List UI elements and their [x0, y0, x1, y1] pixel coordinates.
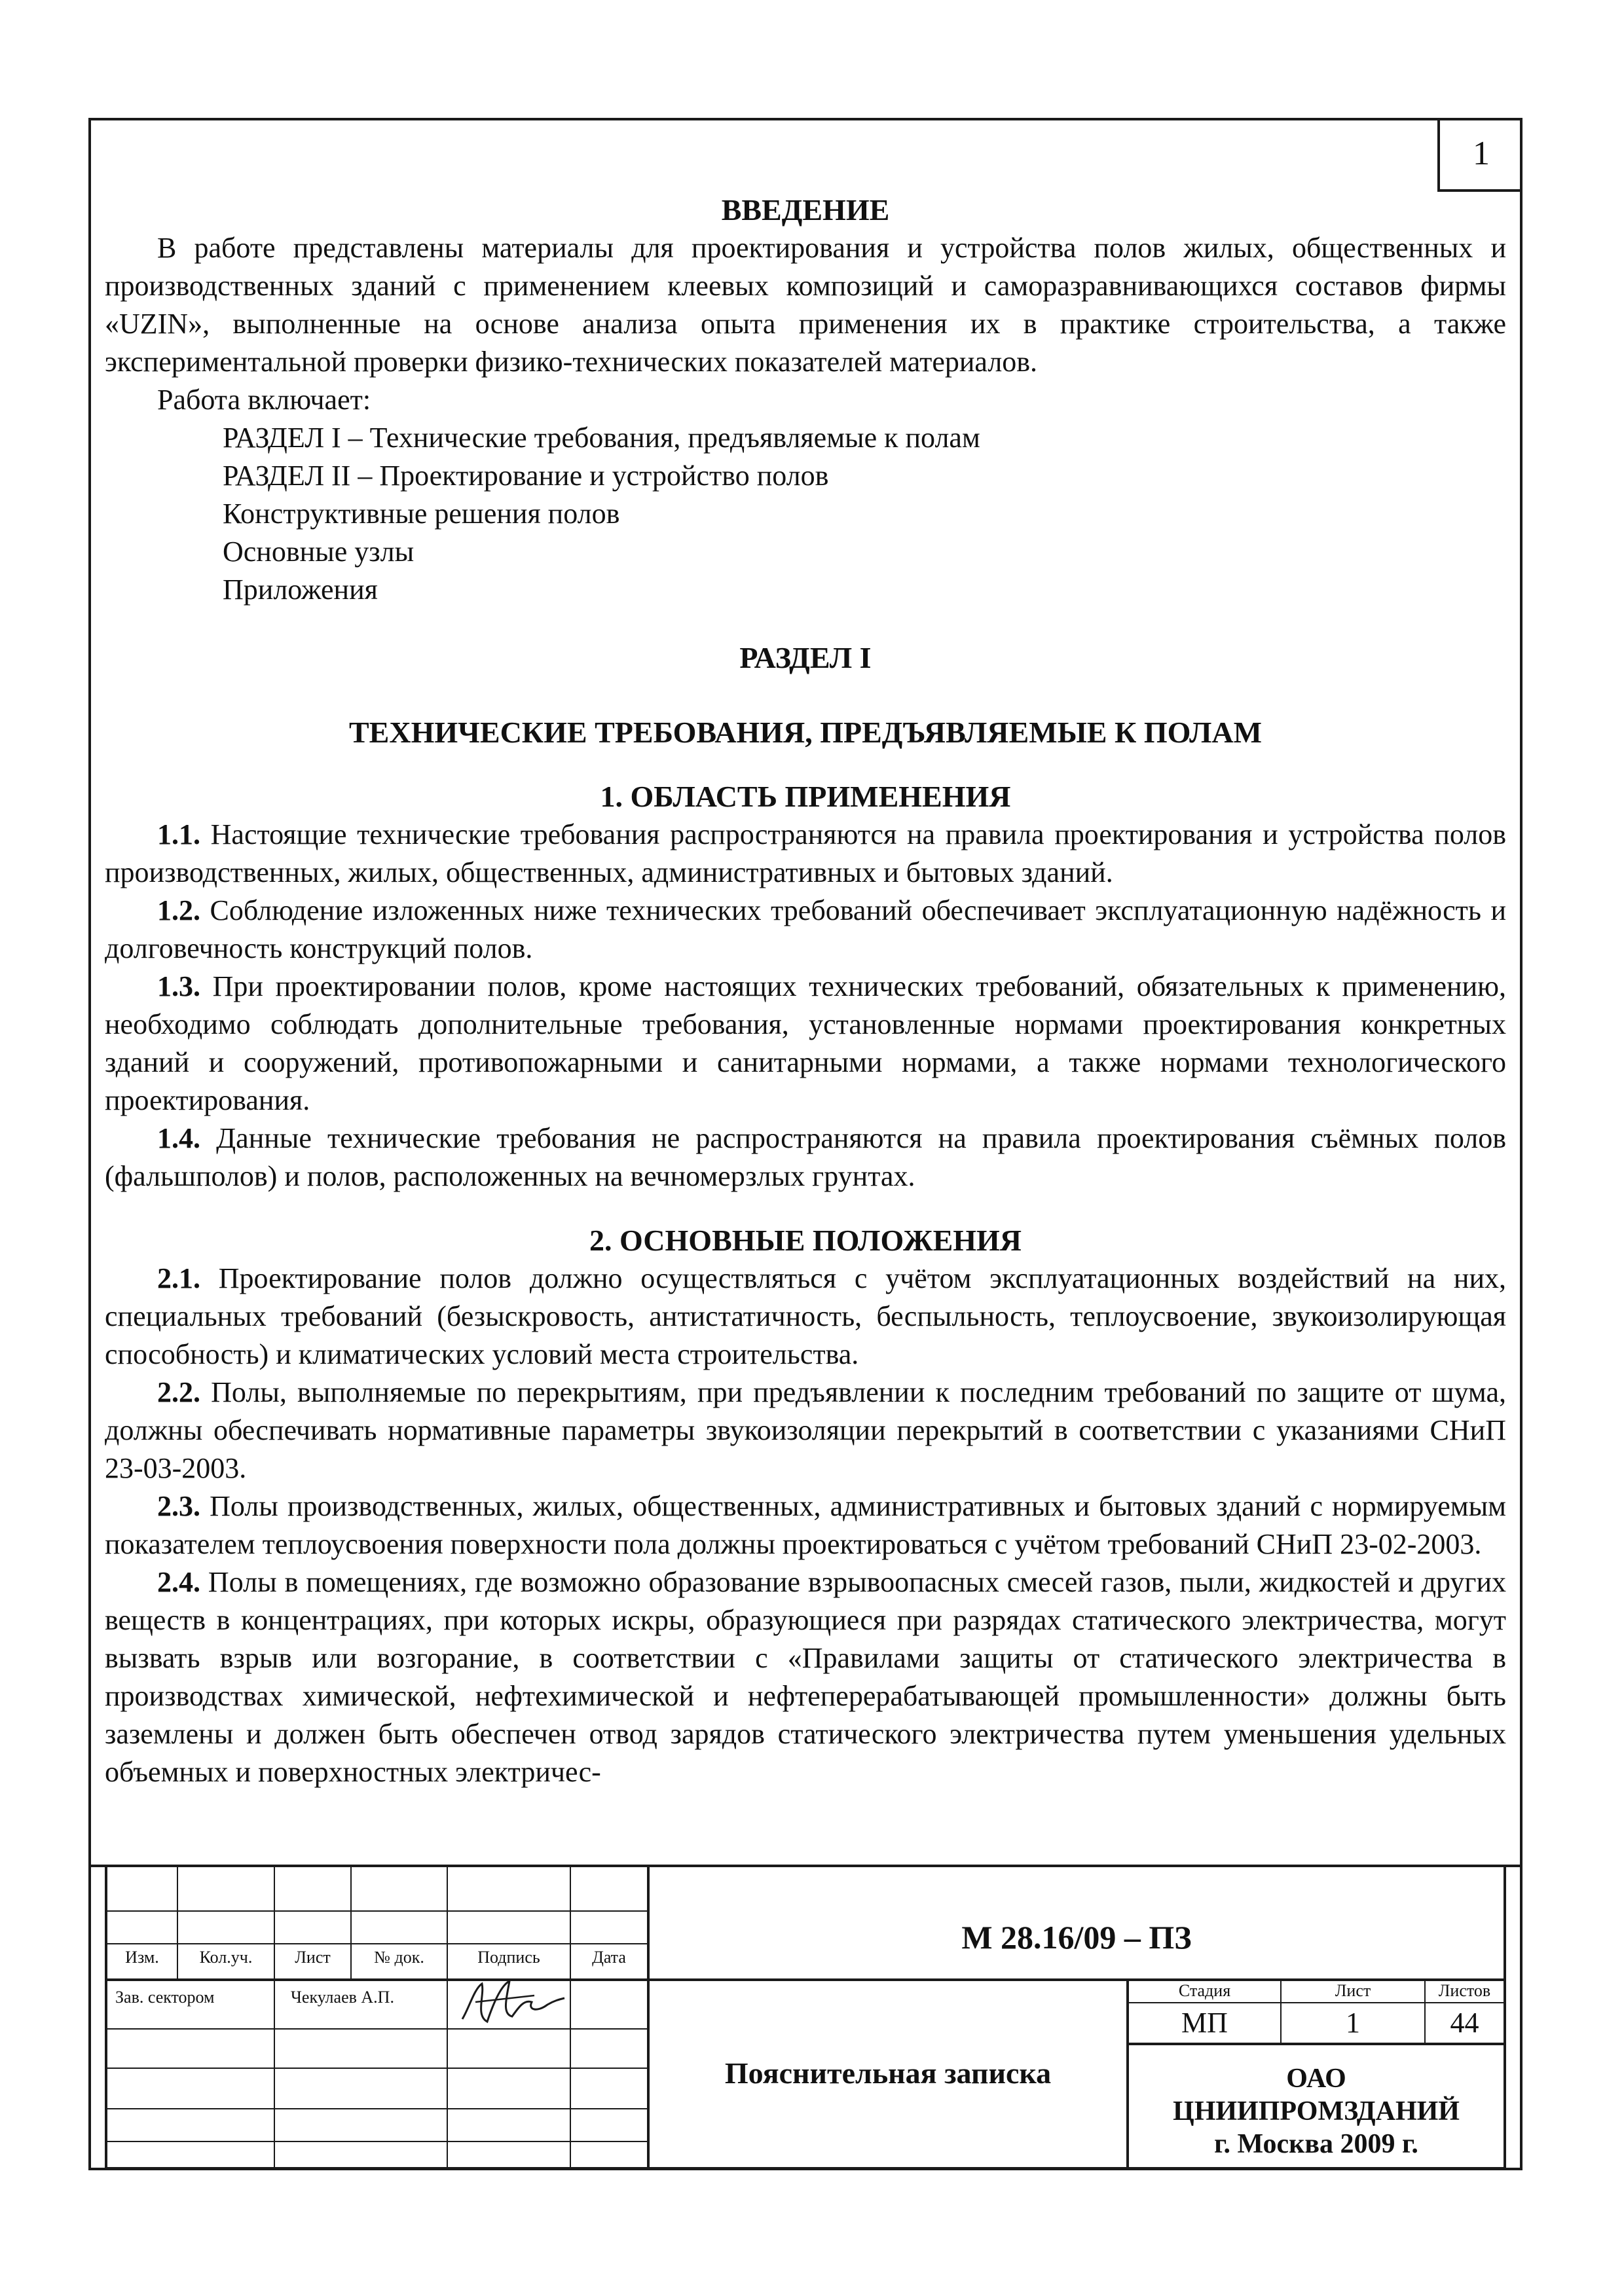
includes-label: Работа включает:	[157, 384, 371, 416]
sheet-value: 1	[1346, 2007, 1360, 2039]
list-item: РАЗДЕЛ I – Технические требования, предъявляемые к полам	[223, 422, 980, 454]
document-body	[105, 191, 1506, 1791]
list-item: Конструктивные решения полов	[223, 498, 620, 530]
sheets-value: 44	[1450, 2007, 1479, 2039]
list-item: Основные узлы	[223, 536, 415, 568]
paragraph-number: 2.4.	[157, 1566, 200, 1598]
stage-header: Стадия	[1178, 1981, 1231, 2000]
signer-name: Чекулаев А.П.	[291, 1988, 394, 2007]
paragraph-text: Полы, выполняемые по перекрытиям, при предъявлении к последним требований по защите от шума, должны обеспечивать нормативные параметры звукоизоляции перекрытий в соответствии с указаниями СНиП 23-03-2003.	[105, 1376, 1506, 1484]
contents-list	[105, 419, 1506, 609]
document-title: Пояснительная записка	[724, 2056, 1052, 2090]
paragraph-2-3	[105, 1487, 1506, 1563]
signer-role: Зав. сектором	[115, 1988, 215, 2007]
paragraph-1-2	[105, 892, 1506, 968]
stage-value: МП	[1181, 2007, 1228, 2039]
document-code: М 28.16/09 – ПЗ	[961, 1919, 1192, 1956]
paragraph-text: Полы производственных, жилых, общественных, административных и бытовых зданий с нормируемым показателем теплоусвоения поверхности пола должны проектироваться с учётом требований СНиП 23-02-2003.	[105, 1490, 1506, 1560]
paragraph-number: 1.2.	[157, 894, 200, 926]
org-line-2: ЦНИИПРОМЗДАНИЙ	[1173, 2096, 1460, 2126]
intro-paragraph: В работе представлены материалы для проектирования и устройства полов жилых, общественных и производственных зданий с применением клеевых композиций и саморазравнивающихся составов фирмы «UZIN», выполненные на основе анализа опыта применения их в практике строительства, а также экспериментальной проверки физико-технических показателей материалов.	[105, 232, 1506, 378]
list-item: РАЗДЕЛ II – Проектирование и устройство полов	[223, 460, 829, 492]
header-change: Изм.	[125, 1948, 159, 1967]
paragraph-1-3	[105, 968, 1506, 1120]
signature-scribble	[456, 1976, 567, 2027]
header-sheet: Лист	[295, 1948, 331, 1967]
header-date: Дата	[592, 1948, 626, 1967]
paragraph-number: 2.1.	[157, 1262, 200, 1294]
paragraph-1-4	[105, 1120, 1506, 1195]
section-subtitle: ТЕХНИЧЕСКИЕ ТРЕБОВАНИЯ, ПРЕДЪЯВЛЯЕМЫЕ К ПОЛАМ	[348, 716, 1262, 749]
chapter-2-title: 2. ОСНОВНЫЕ ПОЛОЖЕНИЯ	[589, 1224, 1022, 1257]
paragraph-2-4	[105, 1563, 1506, 1791]
org-line-3: г. Москва 2009 г.	[1214, 2129, 1418, 2159]
org-line-1: ОАО	[1286, 2064, 1346, 2094]
header-count: Кол.уч.	[199, 1948, 253, 1967]
sheet-header: Лист	[1335, 1981, 1371, 2000]
paragraph-text: Соблюдение изложенных ниже технических требований обеспечивает эксплуатационную надёжность и долговечность конструкций полов.	[105, 894, 1506, 964]
page-number: 1	[1437, 118, 1522, 192]
paragraph-number: 1.3.	[157, 970, 200, 1002]
list-item: Приложения	[223, 574, 378, 606]
paragraph-number: 2.2.	[157, 1376, 200, 1408]
paragraph-1-1	[105, 816, 1506, 892]
header-signature: Подпись	[477, 1948, 540, 1967]
sheets-header: Листов	[1438, 1981, 1491, 2000]
section-title: РАЗДЕЛ I	[739, 641, 872, 674]
paragraph-text: Данные технические требования не распространяются на правила проектирования съёмных полов (фальшполов) и полов, расположенных на вечномерзлых грунтах.	[105, 1122, 1506, 1192]
paragraph-2-1	[105, 1260, 1506, 1374]
paragraph-2-2	[105, 1374, 1506, 1487]
paragraph-number: 1.4.	[157, 1122, 200, 1154]
paragraph-number: 1.1.	[157, 818, 200, 850]
paragraph-text: При проектировании полов, кроме настоящих технических требований, обязательных к применению, необходимо соблюдать дополнительные требования, установленные нормами проектирования конкретных зданий и сооружений, противопожарными и санитарными нормами, а также нормами технологического проектирования.	[105, 970, 1506, 1116]
header-doc-number: № док.	[374, 1948, 424, 1967]
paragraph-text: Настоящие технические требования распространяются на правила проектирования и устройства полов производственных, жилых, общественных, административных и бытовых зданий.	[105, 818, 1506, 888]
intro-title: ВВЕДЕНИЕ	[721, 193, 890, 227]
chapter-1-title: 1. ОБЛАСТЬ ПРИМЕНЕНИЯ	[600, 780, 1011, 813]
paragraph-text: Полы в помещениях, где возможно образование взрывоопасных смесей газов, пыли, жидкостей и других веществ в концентрациях, при которых искры, образующиеся при разрядах статического электричества, могут вызвать взрыв или возгорание, в соответствии с «Правилами защиты от статического электричества в производствах химической, нефтехимической и нефтеперерабатывающей промышленности» должны быть заземлены и должен быть обеспечен отвод зарядов статического электричества путем уменьшения удельных объемных и поверхностных электричес-	[105, 1566, 1506, 1788]
paragraph-text: Проектирование полов должно осуществляться с учётом эксплуатационных воздействий на них, специальных требований (безыскровость, антистатичность, беспыльность, теплоусвоение, звукоизолирующая способность) и климатических условий места строительства.	[105, 1262, 1506, 1370]
paragraph-number: 2.3.	[157, 1490, 200, 1522]
